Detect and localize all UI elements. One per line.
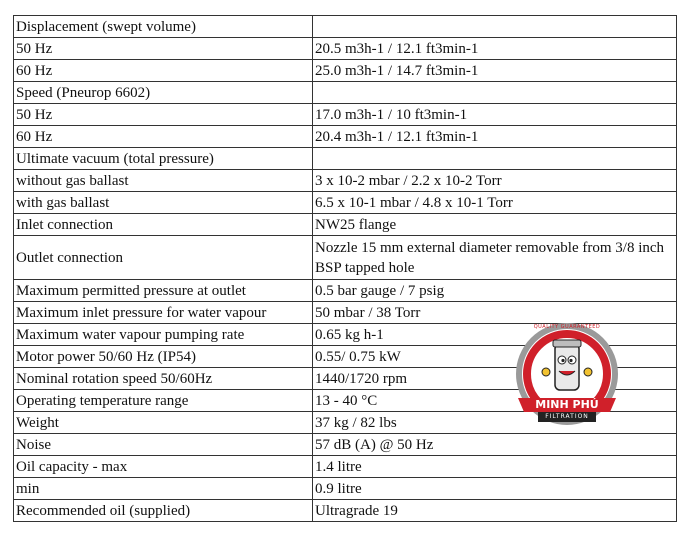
table-row [14, 82, 677, 104]
spec-value: 3 x 10-2 mbar / 2.2 x 10-2 Torr [313, 170, 677, 192]
spec-value [313, 148, 677, 170]
spec-label: Maximum water vapour pumping rate [14, 324, 313, 346]
spec-value: NW25 flange [313, 214, 677, 236]
logo-graphic [512, 322, 622, 442]
spec-label: min [14, 478, 313, 500]
table-row [14, 170, 677, 192]
table-row [14, 478, 677, 500]
spec-label: without gas ballast [14, 170, 313, 192]
spec-value: 1440/1720 rpm [313, 368, 677, 390]
logo-ring-text: QUALITY GUARANTEED [533, 324, 601, 330]
spec-label: Displacement (swept volume) [14, 16, 313, 38]
spec-value [313, 16, 677, 38]
spec-label: Speed (Pneurop 6602) [14, 82, 313, 104]
spec-label: Recommended oil (supplied) [14, 500, 313, 522]
spec-label: Weight [14, 412, 313, 434]
spec-value: 17.0 m3h-1 / 10 ft3min-1 [313, 104, 677, 126]
spec-value: Ultragrade 19 [313, 500, 677, 522]
spec-value: 1.4 litre [313, 456, 677, 478]
spec-value: Nozzle 15 mm external diameter removable from 3/8 inch BSP tapped hole [313, 236, 677, 280]
spec-value: 0.55/ 0.75 kW [313, 346, 677, 368]
spec-value: 50 mbar / 38 Torr [313, 302, 677, 324]
spec-label: 60 Hz [14, 126, 313, 148]
spec-value: 6.5 x 10-1 mbar / 4.8 x 10-1 Torr [313, 192, 677, 214]
specifications-table [13, 15, 677, 522]
spec-value: 0.65 kg h-1 [313, 324, 677, 346]
spec-label: Outlet connection [14, 236, 313, 280]
table-row [14, 280, 677, 302]
spec-label: 60 Hz [14, 60, 313, 82]
table-row [14, 104, 677, 126]
spec-value: 0.5 bar gauge / 7 psig [313, 280, 677, 302]
spec-label: with gas ballast [14, 192, 313, 214]
table-row [14, 456, 677, 478]
spec-label: Operating temperature range [14, 390, 313, 412]
spec-value: 57 dB (A) @ 50 Hz [313, 434, 677, 456]
spec-label: Noise [14, 434, 313, 456]
logo-brand: MINH PHÚ [535, 398, 599, 411]
table-row [14, 148, 677, 170]
spec-label: Motor power 50/60 Hz (IP54) [14, 346, 313, 368]
table-row [14, 500, 677, 522]
spec-label: Ultimate vacuum (total pressure) [14, 148, 313, 170]
spec-value: 20.4 m3h-1 / 12.1 ft3min-1 [313, 126, 677, 148]
spec-label: Nominal rotation speed 50/60Hz [14, 368, 313, 390]
spec-label: Maximum inlet pressure for water vapour [14, 302, 313, 324]
table-row [14, 60, 677, 82]
table-row [14, 236, 677, 280]
logo-tagline: FILTRATION [545, 413, 589, 420]
minh-phu-logo [512, 322, 622, 442]
spec-label: Oil capacity - max [14, 456, 313, 478]
spec-label: 50 Hz [14, 38, 313, 60]
table-row [14, 302, 677, 324]
table-row [14, 214, 677, 236]
table-row [14, 38, 677, 60]
spec-value: 13 - 40 °C [313, 390, 677, 412]
table-row [14, 126, 677, 148]
table-row [14, 16, 677, 38]
spec-value [313, 82, 677, 104]
spec-label: 50 Hz [14, 104, 313, 126]
spec-label: Inlet connection [14, 214, 313, 236]
spec-label: Maximum permitted pressure at outlet [14, 280, 313, 302]
table-row [14, 192, 677, 214]
spec-value: 20.5 m3h-1 / 12.1 ft3min-1 [313, 38, 677, 60]
spec-value: 0.9 litre [313, 478, 677, 500]
spec-value: 37 kg / 82 lbs [313, 412, 677, 434]
spec-value: 25.0 m3h-1 / 14.7 ft3min-1 [313, 60, 677, 82]
